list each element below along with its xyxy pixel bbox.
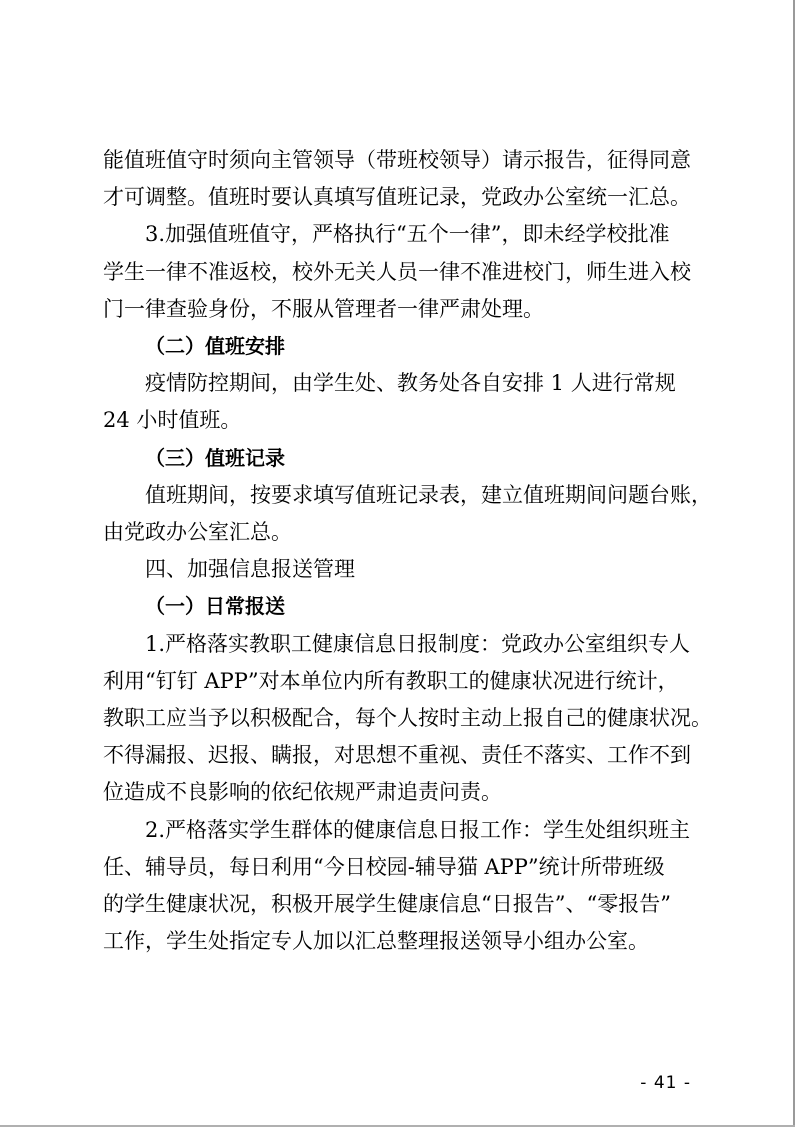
section-heading-duty-record: （三）值班记录	[145, 445, 285, 470]
text-line: 3.加强值班值守，严格执行“五个一律”，即未经学校批准	[145, 222, 670, 247]
text-line: 由党政办公室汇总。	[103, 520, 292, 545]
text-line: 能值班值守时须向主管领导（带班校领导）请示报告，征得同意	[103, 148, 691, 172]
text-line: 才可调整。值班时要认真填写值班记录，党政办公室统一汇总。	[103, 185, 691, 210]
section-heading-daily-report: （一）日常报送	[145, 594, 285, 619]
paragraph-student-health-report	[103, 812, 693, 961]
paragraph-duty-arrangement	[103, 365, 693, 439]
paragraph-staff-health-report	[103, 626, 712, 812]
paragraph-duty-adjustment	[103, 142, 693, 216]
text-line: 教职工应当予以积极配合，每个人按时主动上报自己的健康状况。	[103, 706, 712, 731]
document-body	[103, 142, 712, 960]
text-line: 1.严格落实教职工健康信息日报制度：党政办公室组织专人	[145, 631, 691, 656]
paragraph-duty-record	[103, 477, 712, 551]
text-line: 门一律查验身份，不服从管理者一律严肃处理。	[103, 296, 544, 321]
text-line: 的学生健康状况，积极开展学生健康信息“日报告”、“零报告”	[103, 892, 671, 917]
text-line: 工作，学生处指定专人加以汇总整理报送领导小组办公室。	[103, 929, 649, 954]
text-line: 任、辅导员，每日利用“今日校园-辅导猫 APP”统计所带班级	[103, 854, 665, 879]
text-line: 不得漏报、迟报、瞒报，对思想不重视、责任不落实、工作不到	[103, 743, 691, 768]
text-line: 2.严格落实学生群体的健康信息日报工作：学生处组织班主	[145, 817, 691, 842]
section-heading-duty-arrangement: （二）值班安排	[145, 334, 285, 359]
text-line: 疫情防控期间，由学生处、教务处各自安排 1 人进行常规	[145, 371, 676, 396]
section-heading-info-report: 四、加强信息报送管理	[145, 557, 355, 582]
text-line: 位造成不良影响的依纪依规严肃追责问责。	[103, 780, 502, 805]
text-line: 利用“钉钉 APP”对本单位内所有教职工的健康状况进行统计，	[103, 668, 679, 693]
text-line: 24 小时值班。	[103, 408, 242, 433]
text-line: 学生一律不准返校，校外无关人员一律不准进校门，师生进入校	[103, 259, 691, 284]
paragraph-five-rules	[103, 216, 693, 328]
page-number: - 41 -	[640, 1073, 691, 1093]
text-line: 值班期间，按要求填写值班记录表，建立值班期间问题台账，	[145, 482, 712, 507]
